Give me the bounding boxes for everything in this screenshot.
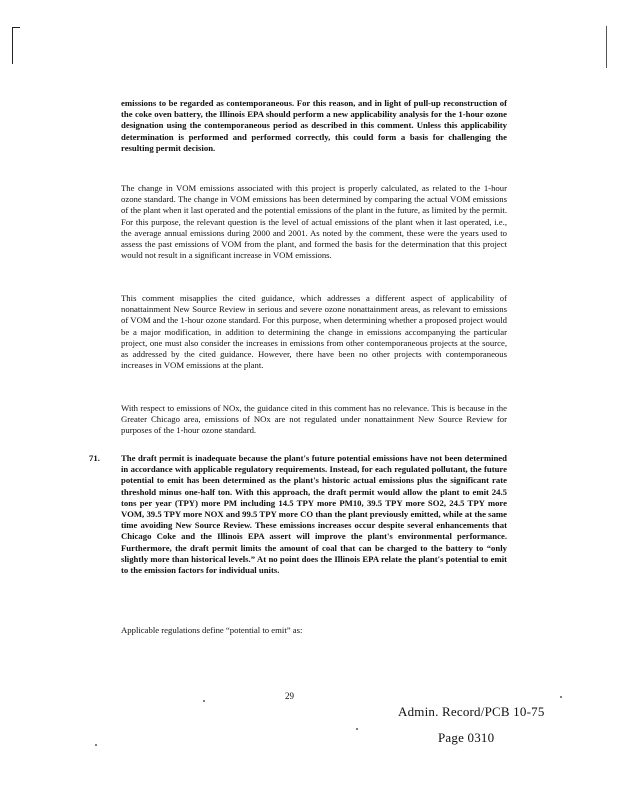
stamp-page-number: Page 0310 [438, 730, 495, 745]
item-number: 71. [89, 453, 100, 463]
paragraph-potential-to-emit: Applicable regulations define “potential to emit” as: [121, 625, 303, 635]
scan-speck [95, 744, 97, 746]
page-number: 29 [285, 691, 294, 701]
paragraph-continuation: emissions to be regarded as contemporaneous. For this reason, and in light of pull-up reconstruction of the coke oven battery, the Illinois EPA should perform a new applicability analysis for the 1-hour ozone designation using the contemporaneous period as described in this comment. Unless this applicability determination is performed and performed correctly, this could form a basis for challenging the resulting permit decision. [121, 98, 507, 153]
scan-speck [560, 696, 562, 698]
admin-record-stamp: Admin. Record/PCB 10-75 [398, 704, 545, 719]
paragraph-guidance: This comment misapplies the cited guidance, which addresses a different aspect of applicability of nonattainment New Source Review in serious and severe ozone nonattainment areas, as relevant to emissions of VOM and the 1-hour ozone standard. For this purpose, when determining whether a proposed project would be a major modification, in addition to determining the change in emissions accompanying the particular project, one must also consider the increases in emissions from other contemporaneous projects at the source, as addressed by the cited guidance. However, there have been no other projects with contemporaneous increases in VOM emissions at the plant. [121, 293, 507, 371]
paragraph-nox: With respect to emissions of NOx, the guidance cited in this comment has no relevance. This is because in the Greater Chicago area, emissions of NOx are not regulated under nonattainment New Source Review for purposes of the 1-hour ozone standard. [121, 403, 507, 436]
scan-speck [356, 728, 358, 730]
scan-edge-left [12, 28, 13, 64]
paragraph-vom-change: The change in VOM emissions associated with this project is properly calculated, as related to the 1-hour ozone standard. The change in VOM emissions has been determined by comparing the actual VOM emissions of the plant when it last operated and the potential emissions of the plant in the future, as limited by the permit. For this purpose, the relevant question is the level of actual emissions of the plant when it last operated, i.e., the average annual emissions during 2000 and 2001. As noted by the comment, these were the years used to assess the past emissions of VOM from the plant, and formed the basis for the determination that this project would not result in a significant increase in VOM emissions. [121, 183, 507, 261]
scan-edge-top [12, 27, 20, 28]
scan-edge-right [606, 26, 607, 68]
scan-speck [203, 700, 205, 702]
paragraph-comment-71: The draft permit is inadequate because the plant's future potential emissions have not been determined in accordance with applicable regulatory requirements. Instead, for each regulated pollutant, the future potential to emit has been determined as the plant's historic actual emissions plus the significant rate threshold minus one-half ton. With this approach, the draft permit would allow the plant to emit 24.5 tons per year (TPY) more PM including 14.5 TPY more PM10, 39.5 TPY more SO2, 24.5 TPY more VOM, 39.5 TPY more NOX and 99.5 TPY more CO than the plant previously emitted, while at the same time avoiding New Source Review. These emissions increases occur despite several enhancements that Chicago Coke and the Illinois EPA assert will improve the plant's environmental performance. Furthermore, the draft permit limits the amount of coal that can be charged to the battery to “only slightly more than historical levels.” At no point does the Illinois EPA relate the plant's potential to emit to the emission factors for individual units. [121, 453, 507, 576]
